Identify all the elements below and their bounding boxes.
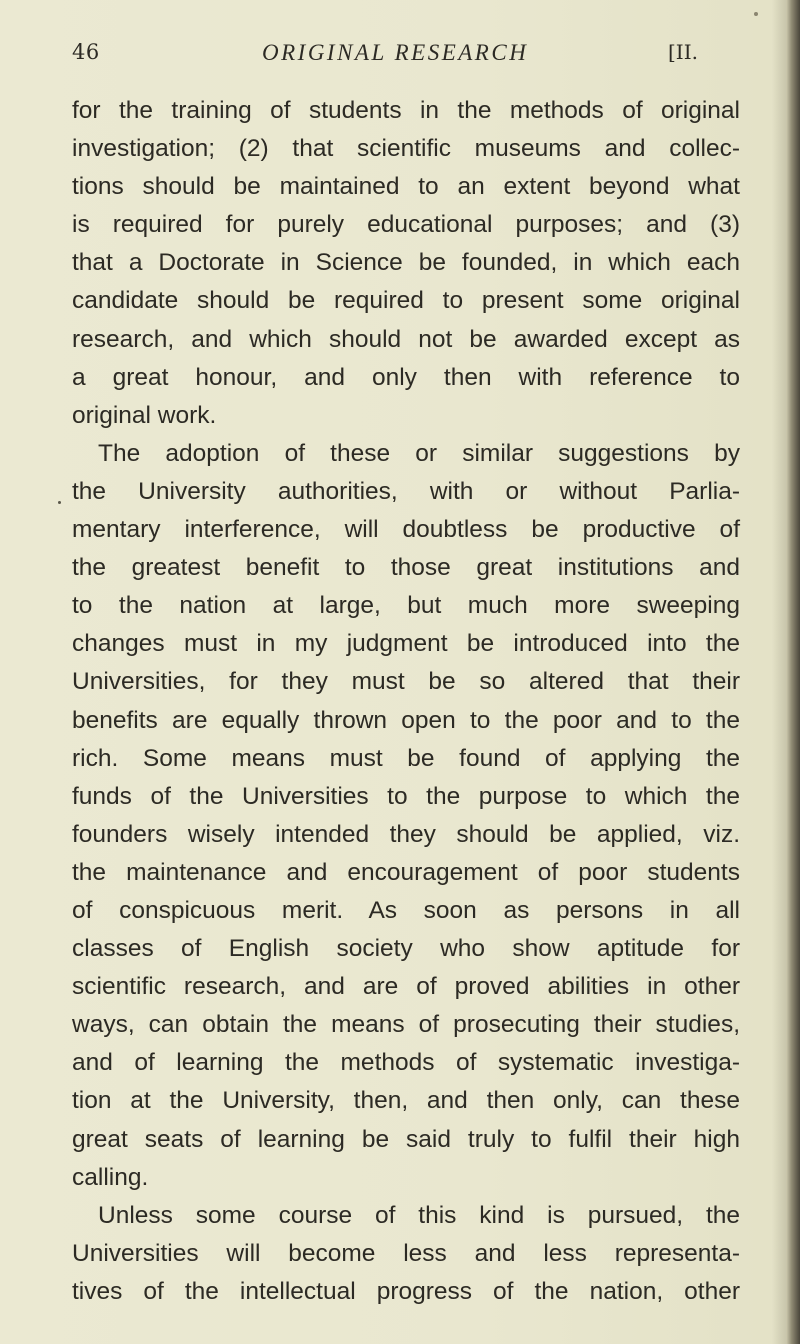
page-gutter-shadow [772, 0, 786, 1344]
text-line: tives of the intellectual progress of the nation, other [72, 1277, 740, 1305]
text-line: and of learning the methods of systematic investiga- [72, 1049, 740, 1077]
text-line: founders wisely intended they should be applied, viz. [72, 820, 740, 848]
text-line: research, and which should not be awarded except as [72, 325, 740, 353]
text-line: original work. [72, 401, 217, 429]
text-line: scientific research, and are of proved abilities in other [72, 973, 740, 1001]
edge-speck [754, 12, 758, 16]
text-line: benefits are equally thrown open to the poor and to the [72, 706, 740, 734]
margin-mark [58, 501, 61, 504]
text-line: funds of the Universities to the purpose to which the [72, 782, 740, 810]
text-line: the greatest benefit to those great institutions and [72, 554, 740, 582]
text-line: rich. Some means must be found of applying the [72, 744, 740, 772]
text-line: Universities, for they must be so altered that their [72, 668, 740, 696]
text-line: the University authorities, with or without Parlia- [72, 477, 740, 505]
chapter-mark: [II. [668, 40, 698, 64]
text-line: a great honour, and only then with reference to [72, 363, 740, 391]
text-line: calling. [72, 1163, 149, 1191]
text-line: to the nation at large, but much more sweeping [72, 592, 740, 620]
paragraph-start: Unless some course of this kind is pursued, the [98, 1201, 740, 1229]
running-header [72, 40, 728, 74]
text-line: ways, can obtain the means of prosecuting their studies, [72, 1011, 740, 1039]
text-line: mentary interference, will doubtless be productive of [72, 516, 740, 544]
paragraph-start: The adoption of these or similar suggestions by [98, 439, 740, 467]
body-text [72, 92, 740, 1311]
text-line: that a Doctorate in Science be founded, in which each [72, 249, 740, 277]
text-line: investigation; (2) that scientific museums and collec- [72, 135, 740, 163]
text-line: classes of English society who show aptitude for [72, 935, 740, 963]
page-edge [786, 0, 800, 1344]
text-line: for the training of students in the methods of original [72, 97, 740, 124]
running-title: ORIGINAL RESEARCH [262, 40, 529, 65]
page-number: 46 [72, 40, 100, 64]
text-line: the maintenance and encouragement of poor students [72, 858, 740, 886]
text-line: changes must in my judgment be introduced into the [72, 630, 740, 658]
text-line: is required for purely educational purposes; and (3) [72, 211, 740, 239]
text-line: tion at the University, then, and then only, can these [72, 1087, 740, 1115]
text-line: candidate should be required to present some original [72, 287, 740, 315]
text-line: tions should be maintained to an extent beyond what [72, 173, 740, 201]
text-line: great seats of learning be said truly to fulfil their high [72, 1125, 740, 1153]
text-line: of conspicuous merit. As soon as persons in all [72, 896, 740, 924]
text-line: Universities will become less and less representa- [72, 1239, 740, 1267]
